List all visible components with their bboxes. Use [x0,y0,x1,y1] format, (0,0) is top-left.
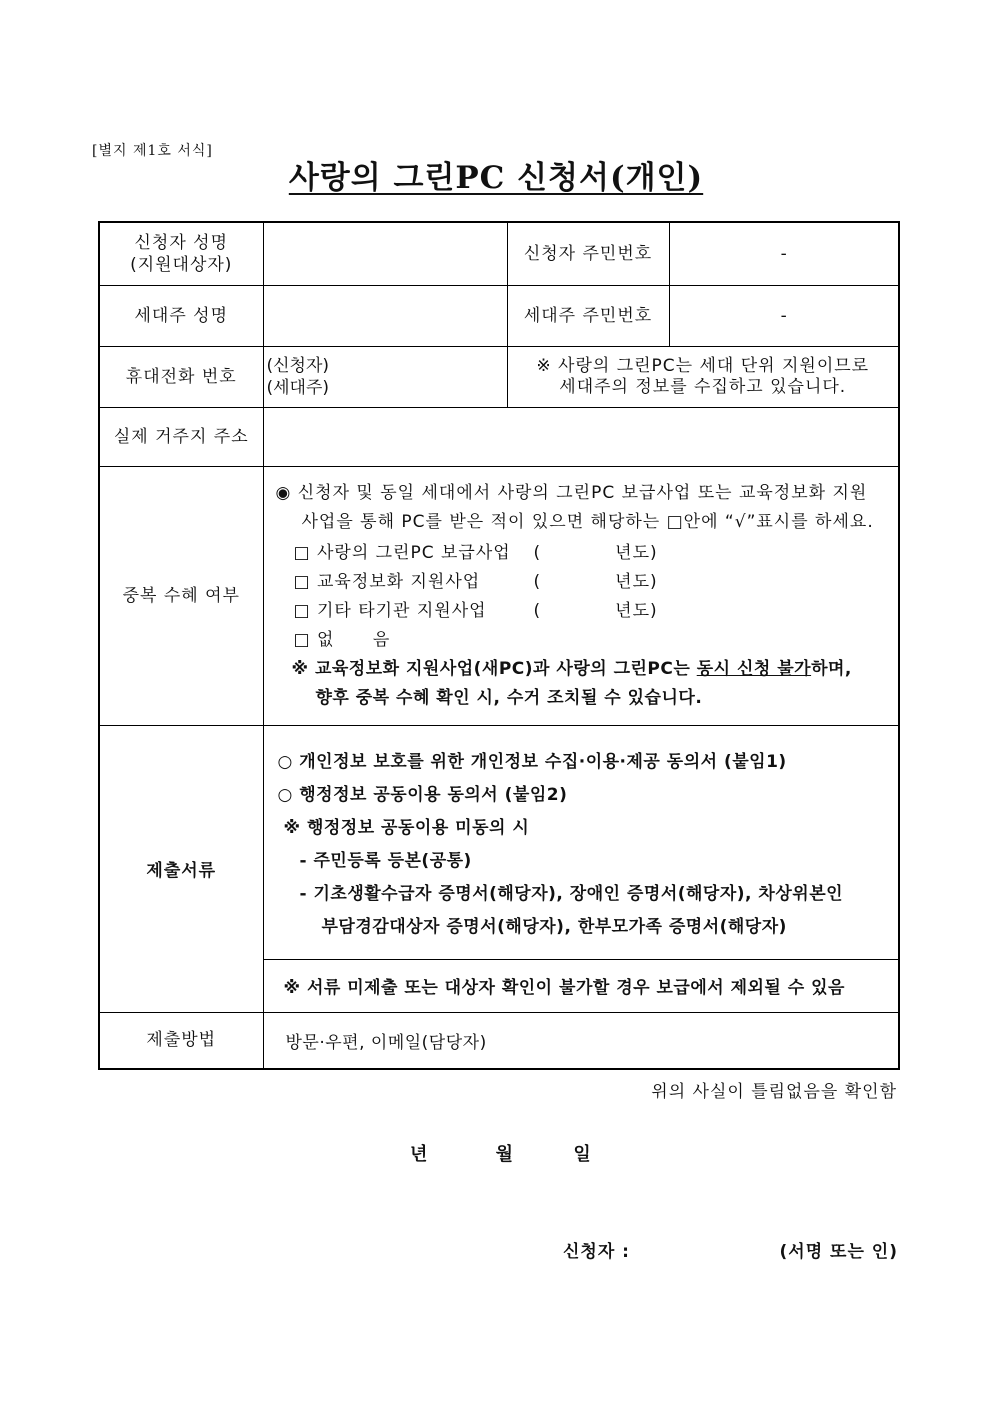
option-none[interactable]: □ 없 음 [293,629,391,650]
applicant-signature-label: 신청자 : [563,1242,630,1262]
phone-household-line: (세대주) [266,377,330,398]
phone-field[interactable] [263,346,507,407]
form-code: [별지 제1호 서식] [92,143,213,159]
option-green-pc[interactable]: □ 사랑의 그린PC 보급사업 ( 년도) [293,542,658,563]
applicant-name-label: 신청자 성명 (지원대상자) [99,222,263,285]
option-edu-info[interactable]: □ 교육정보화 지원사업 ( 년도) [293,571,658,592]
checkbox: □ [293,571,311,592]
checkbox: □ [293,629,311,650]
household-id-field[interactable]: - [669,285,899,346]
checkbox: □ [293,600,311,621]
doc-sub-item-cont: 부담경감대상자 증명서(해당자), 한부모가족 증명서(해당자) [321,917,787,937]
doc-sub-item: - 기초생활수급자 증명서(해당자), 장애인 증명서(해당자), 차상위본인 [299,884,844,904]
duplicate-benefit-section [263,466,899,725]
phone-notice: ※ 사랑의 그린PC는 세대 단위 지원이므로 세대주의 정보를 수집하고 있습니다. [507,346,899,407]
doc-item: ○ 행정정보 공동이용 동의서 (붙임2) [277,785,568,805]
checkbox: □ [293,542,311,563]
date-line: 년 월 일 [410,1144,591,1165]
documents-warning: ※ 서류 미제출 또는 대상자 확인이 불가할 경우 보급에서 제외될 수 있음 [263,959,899,1012]
phone-label: 휴대전화 번호 [99,346,263,407]
phone-applicant-line: (신청자) [266,355,330,376]
option-other-agency[interactable]: □ 기타 타기관 지원사업 ( 년도) [293,600,658,621]
method-value: 방문·우편, 이메일(담당자) [263,1012,899,1069]
doc-note: ※ 행정정보 공동이용 미동의 시 [283,818,530,838]
address-label: 실제 거주지 주소 [99,407,263,466]
page-title: 사랑의 그린PC 신청서(개인) [288,160,704,196]
doc-item: ○ 개인정보 보호를 위한 개인정보 수집·이용·제공 동의서 (붙임1) [277,752,787,772]
application-form-table [98,221,900,1070]
household-name-field[interactable] [263,285,507,346]
household-id-label: 세대주 주민번호 [507,285,669,346]
duplicate-intro: ◉ 신청자 및 동일 세대에서 사랑의 그린PC 보급사업 또는 교육정보화 지원 사업을 통해 PC를 받은 적이 있으면 해당하는 □안에 “√”표시를 하세요. [275,482,874,532]
applicant-id-field[interactable]: - [669,222,899,285]
documents-list [263,725,899,959]
applicant-id-label: 신청자 주민번호 [507,222,669,285]
household-name-label: 세대주 성명 [99,285,263,346]
duplicate-warning: ※ 교육정보화 지원사업(새PC)과 사랑의 그린PC는 동시 신청 불가하며, 향후 중복 수혜 확인 시, 수거 조치될 수 있습니다. [291,658,852,708]
documents-label: 제출서류 [99,725,263,1012]
duplicate-label: 중복 수혜 여부 [99,466,263,725]
confirmation-text: 위의 사실이 틀림없음을 확인함 [651,1082,897,1102]
signature-field[interactable]: (서명 또는 인) [779,1242,898,1262]
address-field[interactable] [263,407,899,466]
doc-sub-item: - 주민등록 등본(공통) [299,851,472,871]
method-label: 제출방법 [99,1012,263,1069]
applicant-name-field[interactable] [263,222,507,285]
